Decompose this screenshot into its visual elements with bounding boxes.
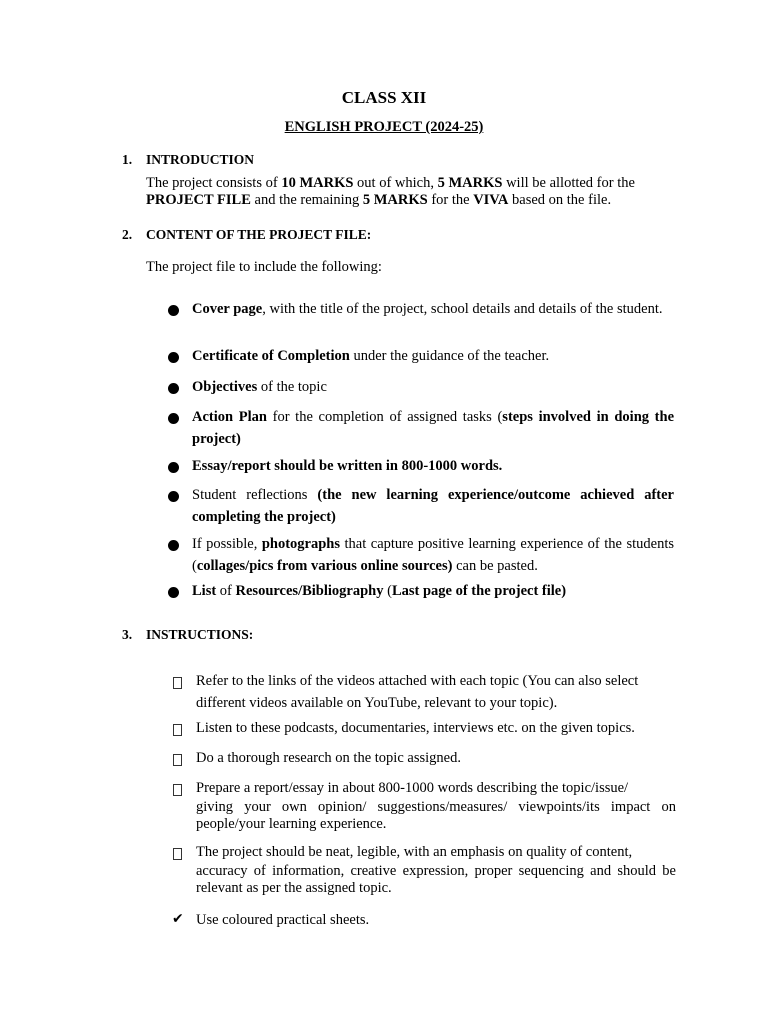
instruction-text [196, 717, 676, 739]
bullet-bold: Resources/Bibliography [235, 583, 384, 599]
section-number: 2. [122, 227, 133, 242]
bullet-bold: Objectives [192, 379, 258, 395]
section-number: 1. [122, 152, 133, 167]
bullet-dot-icon [168, 540, 179, 551]
section-title: CONTENT OF THE PROJECT FILE: [146, 227, 372, 242]
checkbox-square-icon [173, 784, 182, 796]
bullet-bold: collages/pics from various online sources) [196, 558, 453, 574]
bullet-text: under the guidance of the teacher. [349, 348, 550, 364]
bullet-dot-icon [168, 352, 179, 363]
list-item-text [192, 580, 674, 602]
list-item-text [192, 298, 674, 320]
bullet-text: of [216, 583, 236, 599]
instruction-line: Refer to the links of the videos attached with each topic (You can also select [196, 673, 639, 689]
bullet-dot-icon [168, 305, 179, 316]
list-item-text [192, 376, 674, 398]
intro-bold: 5 MARKS [437, 175, 503, 191]
bullet-bold: Cover page [192, 301, 263, 317]
bullet-bold: Last page of the project file) [391, 583, 567, 599]
instruction-line: The project should be neat, legible, with an emphasis on quality of content, [196, 844, 633, 860]
checkmark-icon: ✔ [172, 911, 184, 927]
bullet-dot-icon [168, 383, 179, 394]
instruction-line: giving your own opinion/ suggestions/measures/ viewpoints/its impact on people/your learning experience. [196, 799, 676, 832]
list-item-text [192, 484, 674, 528]
intro-text: out of which, [353, 175, 438, 191]
bullet-dot-icon [168, 413, 179, 424]
bullet-text: of the topic [257, 379, 327, 395]
bullet-bold: Action Plan [192, 409, 267, 425]
bullet-text: , with the title of the project, school details and details of the student. [262, 301, 663, 317]
instruction-text [196, 670, 676, 714]
intro-bold: VIVA [473, 192, 509, 208]
intro-text: based on the file. [508, 192, 612, 208]
instruction-text [196, 777, 676, 833]
checkbox-square-icon [173, 677, 182, 689]
page-subtitle: ENGLISH PROJECT (2024-25) [284, 119, 484, 135]
bullet-text: can be pasted. [452, 558, 538, 574]
bullet-text: If possible, [192, 536, 262, 552]
list-item-text [192, 533, 674, 577]
bullet-dot-icon [168, 491, 179, 502]
instruction-line: Listen to these podcasts, documentaries, interviews etc. on the given topics. [196, 720, 635, 736]
instruction-text [196, 909, 676, 931]
intro-text: and the remaining [250, 192, 363, 208]
checkbox-square-icon [173, 754, 182, 766]
bullet-bold: List [192, 583, 217, 599]
section-title: INTRODUCTION [146, 152, 255, 167]
checkbox-square-icon [173, 848, 182, 860]
intro-text: will be allotted for the [502, 175, 635, 191]
bullet-text: that capture positive learning experience of the students ( [192, 536, 674, 574]
introduction-paragraph [146, 175, 676, 209]
bullet-dot-icon [168, 587, 179, 598]
section-heading-instructions [122, 627, 253, 643]
instruction-line: Prepare a report/essay in about 800-1000 words describing the topic/issue/ [196, 780, 629, 796]
intro-text: The project consists of [146, 175, 282, 191]
page-title: CLASS XII [341, 88, 427, 107]
bullet-bold: photographs [261, 536, 340, 552]
section-heading-content [122, 227, 371, 243]
instruction-text [196, 841, 676, 897]
intro-bold: PROJECT FILE [146, 192, 251, 208]
intro-text: for the [427, 192, 474, 208]
intro-bold: 5 MARKS [362, 192, 428, 208]
list-item-text [192, 455, 674, 477]
list-item-text [192, 406, 674, 450]
bullet-text: for the completion of assigned tasks ( [266, 409, 503, 425]
bullet-bold: steps involved in doing the project) [192, 409, 675, 447]
section-title: INSTRUCTIONS: [146, 627, 254, 642]
instruction-line: Do a thorough research on the topic assigned. [196, 750, 461, 766]
bullet-text: ( [383, 583, 392, 599]
bullet-dot-icon [168, 462, 179, 473]
content-intro-text: The project file to include the following: [146, 259, 382, 275]
instruction-line: different videos available on YouTube, relevant to your topic). [196, 695, 558, 711]
intro-bold: 10 MARKS [281, 175, 354, 191]
checkbox-square-icon [173, 724, 182, 736]
instruction-line: Use coloured practical sheets. [196, 912, 370, 928]
bullet-bold: Certificate of Completion [192, 348, 350, 364]
section-heading-introduction [122, 152, 254, 168]
list-item-text [192, 345, 674, 367]
section-number: 3. [122, 627, 133, 642]
bullet-bold: Essay/report should be written in 800-1000 words. [192, 458, 503, 474]
bullet-bold: (the new learning experience/outcome achieved after completing the project) [192, 487, 674, 525]
instruction-text [196, 747, 676, 769]
instruction-line: accuracy of information, creative expression, proper sequencing and should be relevant as per the assigned topic. [196, 863, 676, 896]
bullet-text: Student reflections [192, 487, 318, 503]
